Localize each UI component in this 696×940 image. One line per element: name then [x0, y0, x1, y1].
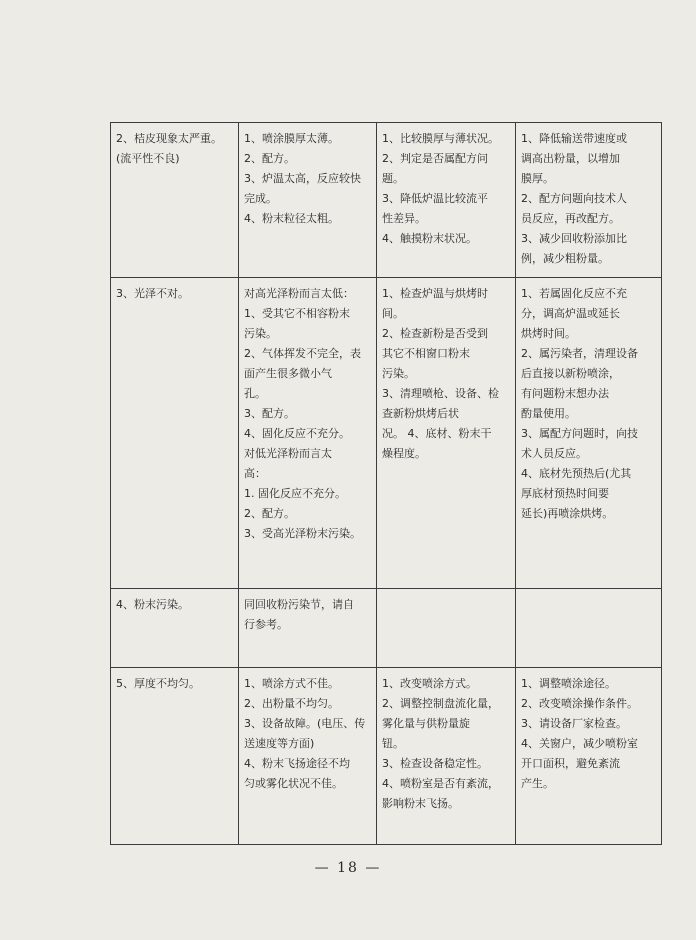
cell-text-line: 1、比较膜厚与薄状况。 — [382, 132, 499, 145]
cell-text-line: 3、光泽不对。 — [116, 287, 189, 300]
check-cell — [377, 589, 516, 668]
cause-cell — [239, 278, 377, 589]
problem-cell — [111, 589, 239, 668]
cell-text-line: 燥程度。 — [382, 447, 426, 460]
cell-text-line: 3、清理喷枪、设备、检 — [382, 387, 499, 400]
cell-text-line: 2、出粉量不均匀。 — [244, 697, 339, 710]
remedy-cell — [516, 589, 662, 668]
cell-text-line: 2、判定是否属配方问 — [382, 152, 488, 165]
cell-text-line: 1、喷涂膜厚太薄。 — [244, 132, 339, 145]
remedy-cell — [516, 278, 662, 589]
cell-text-line: 查新粉烘烤后状 — [382, 407, 459, 420]
remedy-cell — [516, 668, 662, 845]
cell-text-line: 2、配方。 — [244, 152, 295, 165]
cell-text-line: 员反应，再改配方。 — [521, 212, 620, 225]
cell-text-line: 开口面积，避免紊流 — [521, 757, 620, 770]
cell-text-line: 后直接以新粉喷涂， — [521, 367, 620, 380]
cell-text-line: 4、固化反应不充分。 — [244, 427, 350, 440]
cell-text-line: 1、降低输送带速度或 — [521, 132, 627, 145]
cell-text-line: 面产生很多微小气 — [244, 367, 332, 380]
cell-text-line: (流平性不良) — [116, 152, 180, 165]
check-cell — [377, 668, 516, 845]
cell-text-line: 1. 固化反应不充分。 — [244, 487, 346, 500]
cell-text-line: 雾化量与供粉量旋 — [382, 717, 470, 730]
table-row — [111, 278, 662, 589]
cell-text-line: 污染。 — [244, 327, 277, 340]
cell-text-line: 2、配方问题向技术人 — [521, 192, 627, 205]
cell-text-line: 影响粉末飞扬。 — [382, 797, 459, 810]
cell-text-line: 例，减少粗粉量。 — [521, 252, 609, 265]
cell-text-line: 1、受其它不相容粉末 — [244, 307, 350, 320]
cell-text-line: 3、属配方问题时，向技 — [521, 427, 638, 440]
cell-text-line: 行参考。 — [244, 618, 288, 631]
table-row — [111, 589, 662, 668]
cell-text-line: 4、触摸粉末状况。 — [382, 232, 477, 245]
cell-text-line: 1、喷涂方式不佳。 — [244, 677, 339, 690]
cell-text-line: 1、调整喷涂途径。 — [521, 677, 616, 690]
cell-text-line: 2、检查新粉是否受到 — [382, 327, 488, 340]
cell-text-line: 2、调整控制盘流化量， — [382, 697, 499, 710]
check-cell — [377, 123, 516, 278]
cell-text-line: 3、降低炉温比较流平 — [382, 192, 488, 205]
cell-text-line: 3、受高光泽粉末污染。 — [244, 527, 361, 540]
cause-cell — [239, 123, 377, 278]
cell-text-line: 3、减少回收粉添加比 — [521, 232, 627, 245]
cell-text-line: 1、若属固化反应不充 — [521, 287, 627, 300]
cause-cell — [239, 668, 377, 845]
cell-text-line: 4、粉末粒径太粗。 — [244, 212, 339, 225]
cell-text-line: 3、配方。 — [244, 407, 295, 420]
table-row — [111, 123, 662, 278]
cell-text-line: 4、粉末飞扬途径不均 — [244, 757, 350, 770]
cell-text-line: 完成。 — [244, 192, 277, 205]
cell-text-line: 同回收粉污染节，请自 — [244, 598, 354, 611]
cell-text-line: 4、关窗户，减少喷粉室 — [521, 737, 638, 750]
cell-text-line: 5、厚度不均匀。 — [116, 677, 200, 690]
cell-text-line: 2、属污染者，清理设备 — [521, 347, 638, 360]
cell-text-line: 酌量使用。 — [521, 407, 576, 420]
cell-text-line: 间。 — [382, 307, 404, 320]
check-cell — [377, 278, 516, 589]
cell-text-line: 2、改变喷涂操作条件。 — [521, 697, 638, 710]
cell-text-line: 膜厚。 — [521, 172, 554, 185]
cell-text-line: 送速度等方面) — [244, 737, 315, 750]
cause-cell — [239, 589, 377, 668]
cell-text-line: 1、检查炉温与烘烤时 — [382, 287, 488, 300]
page-number: — 18 — — [314, 860, 382, 876]
cell-text-line: 调高出粉量，以增加 — [521, 152, 620, 165]
cell-text-line: 延长)再喷涂烘烤。 — [521, 507, 614, 520]
cell-text-line: 有问题粉末想办法 — [521, 387, 609, 400]
table-row — [111, 668, 662, 845]
cell-text-line: 2、配方。 — [244, 507, 295, 520]
cell-text-line: 3、炉温太高，反应较快 — [244, 172, 361, 185]
problem-cell — [111, 668, 239, 845]
cell-text-line: 分，调高炉温或延长 — [521, 307, 620, 320]
cell-text-line: 1、改变喷涂方式。 — [382, 677, 477, 690]
cell-text-line: 术人员反应。 — [521, 447, 587, 460]
cell-text-line: 对低光泽粉而言太 — [244, 447, 332, 460]
cell-text-line: 孔。 — [244, 387, 266, 400]
cell-text-line: 3、设备故障。(电压、传 — [244, 717, 366, 730]
troubleshooting-table — [110, 122, 662, 845]
cell-text-line: 3、请设备厂家检查。 — [521, 717, 627, 730]
cell-text-line: 题。 — [382, 172, 404, 185]
table-body — [111, 123, 662, 845]
cell-text-line: 匀或雾化状况不佳。 — [244, 777, 343, 790]
cell-text-line: 污染。 — [382, 367, 415, 380]
cell-text-line: 对高光泽粉而言太低： — [244, 287, 354, 300]
cell-text-line: 2、桔皮现象太严重。 — [116, 132, 222, 145]
problem-cell — [111, 123, 239, 278]
problem-cell — [111, 278, 239, 589]
cell-text-line: 3、检查设备稳定性。 — [382, 757, 488, 770]
cell-text-line: 厚底材预热时间要 — [521, 487, 609, 500]
cell-text-line: 其它不相窗口粉末 — [382, 347, 470, 360]
cell-text-line: 高： — [244, 467, 266, 480]
cell-text-line: 况。 4、底材、粉末干 — [382, 427, 492, 440]
cell-text-line: 烘烤时间。 — [521, 327, 576, 340]
cell-text-line: 产生。 — [521, 777, 554, 790]
cell-text-line: 4、粉末污染。 — [116, 598, 189, 611]
cell-text-line: 4、喷粉室是否有紊流， — [382, 777, 499, 790]
cell-text-line: 2、气体挥发不完全，表 — [244, 347, 361, 360]
cell-text-line: 4、底材先预热后(尤其 — [521, 467, 632, 480]
cell-text-line: 性差异。 — [382, 212, 426, 225]
remedy-cell — [516, 123, 662, 278]
cell-text-line: 钮。 — [382, 737, 404, 750]
